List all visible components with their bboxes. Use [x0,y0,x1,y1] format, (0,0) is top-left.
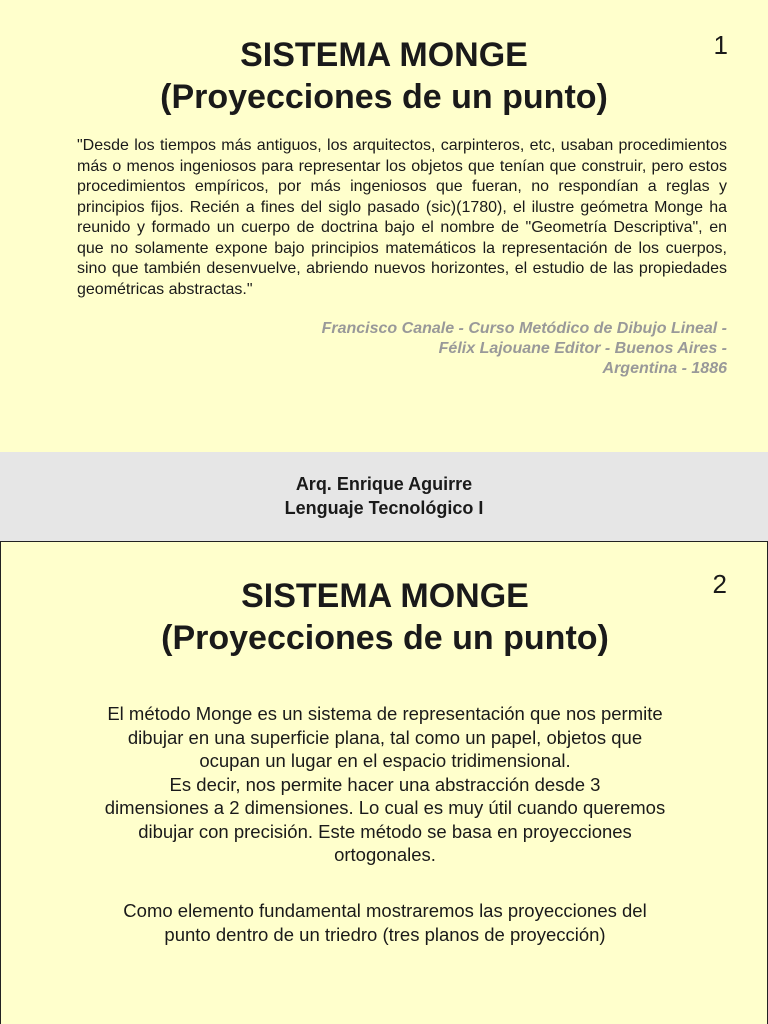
second-paragraph [61,899,709,946]
paragraph-line: Como elemento fundamental mostraremos las proyecciones del [123,900,647,921]
author-name: Arq. Enrique Aguirre [295,474,473,494]
slide-number: 1 [713,30,728,60]
slide-2 [0,541,768,1024]
paragraph-line: ortogonales. [334,844,436,865]
paragraph-line: ocupan un lugar en el espacio tridimensional. [199,750,571,771]
paragraph-line: dimensiones a 2 dimensiones. Lo cual es muy útil cuando queremos [104,797,666,818]
citation [200,319,727,379]
paragraph-line: El método Monge es un sistema de representación que nos permite [107,703,663,724]
author-footer [0,452,768,541]
slide-title [1,575,768,659]
title-line-1: SISTEMA MONGE [240,36,528,74]
title-line-2: (Proyecciones de un punto) [161,619,609,657]
quote-text: "Desde los tiempos más antiguos, los arquitectos, carpinteros, etc, usaban procedimientos más o menos ingeniosos para representar los objetos que tenían que construir, pero estos procedimientos empíricos, por más ingeniosos que fueran, no respondían a reglas y principios fijos. Recién a fines del siglo pasado (sic)(1780), el ilustre geómetra Monge ha reunido y formado un cuerpo de doctrina bajo el nombre de "Geometría Descriptiva", en que no solamente expone bajo principios matemáticos la representación de los cuerpos, sino que también desenvuelve, abriendo nuevos horizontes, el estudio de las propiedades geométricas abstractas." [77,137,727,298]
paragraph-line: dibujar en una superficie plana, tal como un papel, objetos que [127,726,643,748]
paragraph-line: dibujar con precisión. Este método se basa en proyecciones [138,820,632,842]
citation-line-1: Francisco Canale - Curso Metódico de Dibujo Lineal - [321,320,727,337]
paragraph-line: Es decir, nos permite hacer una abstracción desde 3 [169,773,601,795]
paragraph-line: punto dentro de un triedro (tres planos de proyección) [164,923,606,945]
citation-line-3: Argentina - 1886 [602,360,727,377]
title-line-1: SISTEMA MONGE [241,577,529,615]
citation-line-2: Félix Lajouane Editor - Buenos Aires - [438,340,727,357]
intro-paragraph [61,702,709,867]
slide-title [0,34,768,118]
title-line-2: (Proyecciones de un punto) [160,78,608,116]
slide-number: 2 [712,569,727,599]
slide-1 [0,0,768,452]
course-name: Lenguaje Tecnológico I [284,498,484,518]
